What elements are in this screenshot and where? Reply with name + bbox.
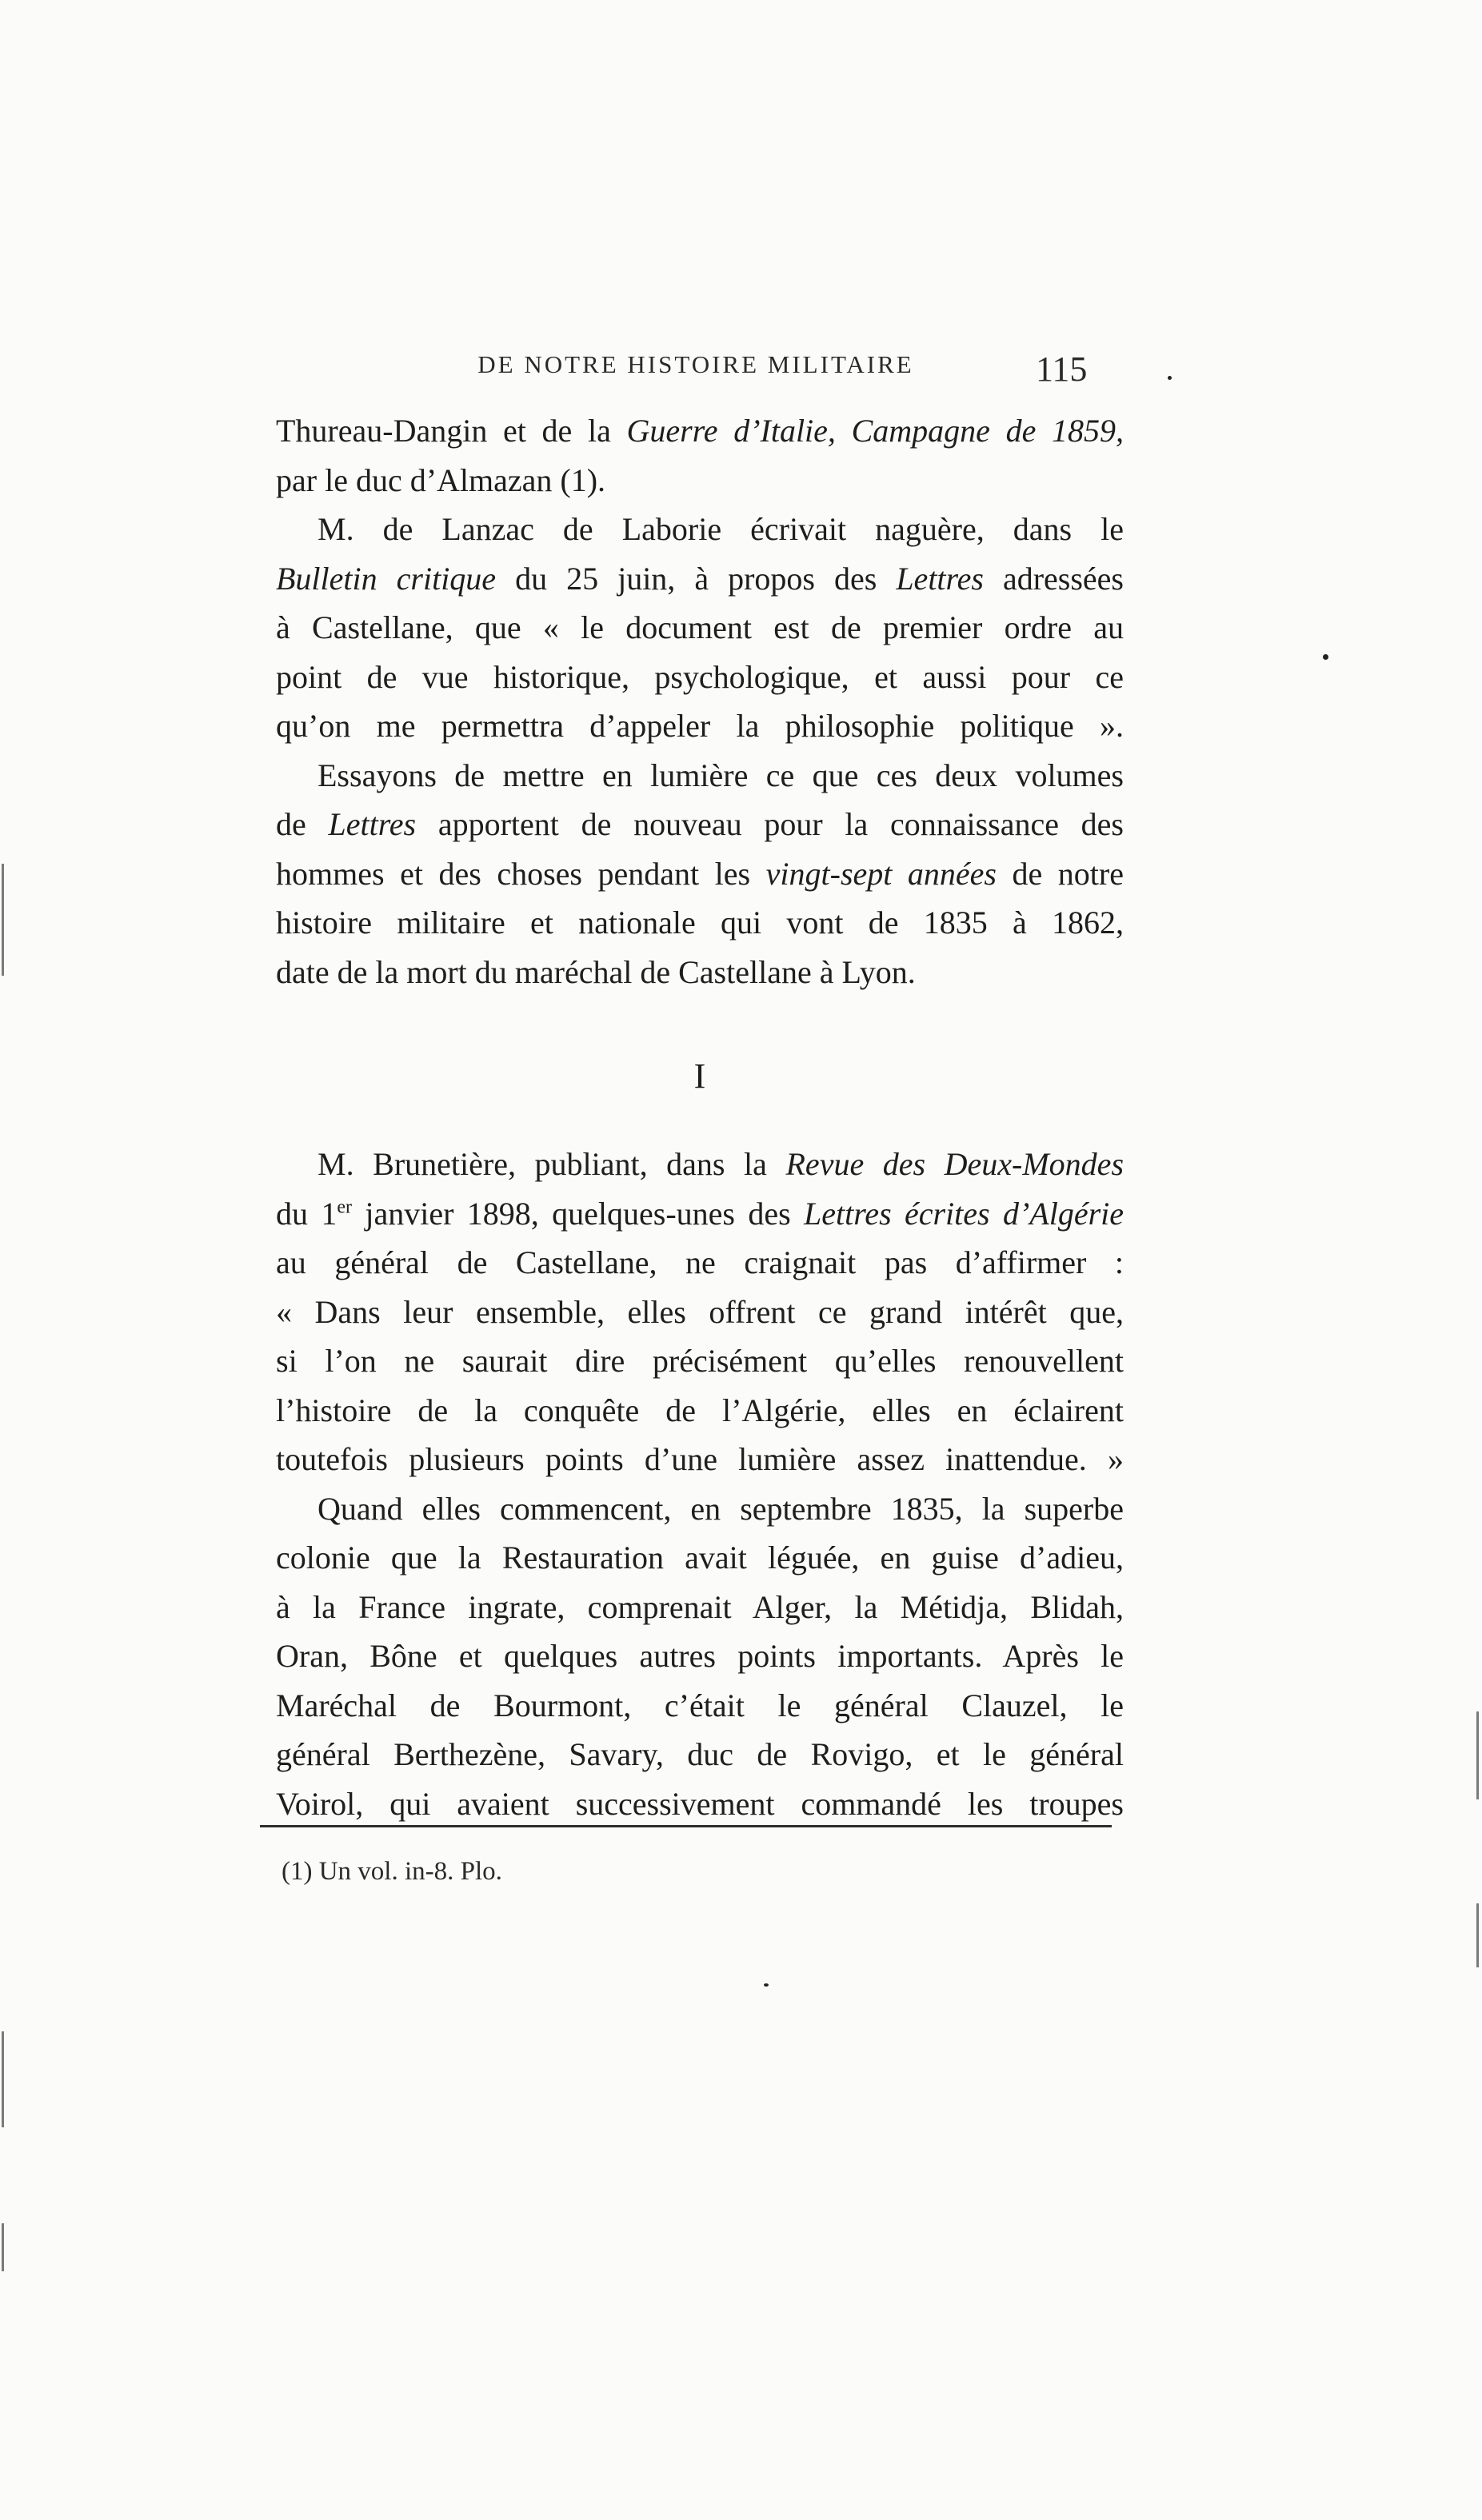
text-line: général Berthezène, Savary, duc de Rovigo, et le général bbox=[276, 1736, 1124, 1772]
text-line: qu’on me permettra d’appeler la philosophie politique ». bbox=[276, 708, 1124, 744]
italic-title: Bulletin critique bbox=[276, 560, 497, 597]
text-line: à la France ingrate, comprenait Alger, la Métidja, Blidah, bbox=[276, 1588, 1124, 1625]
scan-edge-line bbox=[2, 2031, 4, 2127]
italic-title: Lettres bbox=[896, 560, 984, 597]
text-line: de Lettres apportent de nouveau pour la connaissance des bbox=[276, 806, 1124, 842]
scan-speck bbox=[1168, 376, 1172, 380]
scan-edge-line bbox=[1476, 1711, 1479, 1799]
running-head: DE NOTRE HISTOIRE MILITAIRE bbox=[477, 350, 914, 378]
text-line: M. de Lanzac de Laborie écrivait naguère, dans le bbox=[318, 511, 1124, 547]
scan-edge-line bbox=[2, 864, 4, 976]
text-line: par le duc d’Almazan (1). bbox=[276, 461, 606, 498]
text-line: date de la mort du maréchal de Castellane à Lyon. bbox=[276, 953, 916, 990]
text-line: du 1er janvier 1898, quelques-unes des Lettres écrites d’Algérie bbox=[276, 1195, 1124, 1232]
footnote: (1) Un vol. in-8. Plo. bbox=[282, 1857, 502, 1886]
italic-title: Guerre d’Italie, Campagne de 1859, bbox=[626, 413, 1124, 449]
scan-speck bbox=[764, 1983, 769, 1987]
scan-edge-line bbox=[2, 2223, 4, 2271]
text-block-section-one bbox=[276, 1140, 1124, 1828]
section-heading: I bbox=[693, 1056, 706, 1096]
text-line: Voirol, qui avaient successivement commandé les troupes bbox=[276, 1785, 1124, 1822]
superscript: er bbox=[337, 1196, 353, 1218]
text-line: Bulletin critique du 25 juin, à propos des Lettres adressées bbox=[276, 560, 1124, 597]
italic-phrase: vingt-sept années bbox=[765, 855, 997, 892]
text-line: colonie que la Restauration avait léguée, en guise d’adieu, bbox=[276, 1540, 1124, 1575]
text-line: Thureau-Dangin et de la Guerre d’Italie, Campagne de 1859, bbox=[276, 413, 1124, 449]
text-line: Maréchal de Bourmont, c’était le général Clauzel, le bbox=[276, 1687, 1124, 1723]
italic-title: Lettres bbox=[328, 806, 417, 842]
text-block-intro bbox=[276, 406, 1124, 996]
italic-title: Lettres écrites d’Algérie bbox=[804, 1195, 1124, 1232]
text-line: « Dans leur ensemble, elles offrent ce grand intérêt que, bbox=[276, 1293, 1124, 1330]
text-line: hommes et des choses pendant les vingt-sept années de notre bbox=[276, 855, 1124, 892]
scan-speck bbox=[1323, 654, 1328, 660]
text-line: Quand elles commencent, en septembre 1835, la superbe bbox=[318, 1490, 1124, 1527]
page-number: 115 bbox=[1036, 349, 1088, 389]
text-line: l’histoire de la conquête de l’Algérie, elles en éclairent bbox=[276, 1392, 1124, 1428]
scan-edge-line bbox=[1476, 1903, 1479, 1967]
text-line: Essayons de mettre en lumière ce que ces deux volumes bbox=[318, 757, 1124, 793]
text-line: histoire militaire et nationale qui vont de 1835 à 1862, bbox=[276, 905, 1124, 941]
text-line: au général de Castellane, ne craignait pas d’affirmer : bbox=[276, 1244, 1124, 1280]
text-line: point de vue historique, psychologique, et aussi pour ce bbox=[276, 658, 1124, 695]
italic-title: Revue des Deux-Mondes bbox=[785, 1146, 1124, 1182]
text-line: si l’on ne saurait dire précisément qu’elles renouvellent bbox=[276, 1343, 1124, 1379]
text-line: Oran, Bône et quelques autres points importants. Après le bbox=[276, 1638, 1124, 1674]
text-line: toutefois plusieurs points d’une lumière assez inattendue. » bbox=[276, 1441, 1124, 1477]
text-line: à Castellane, que « le document est de premier ordre au bbox=[276, 609, 1124, 645]
text-line: M. Brunetière, publiant, dans la Revue des Deux-Mondes bbox=[318, 1146, 1124, 1182]
footnote-rule bbox=[260, 1825, 1112, 1827]
